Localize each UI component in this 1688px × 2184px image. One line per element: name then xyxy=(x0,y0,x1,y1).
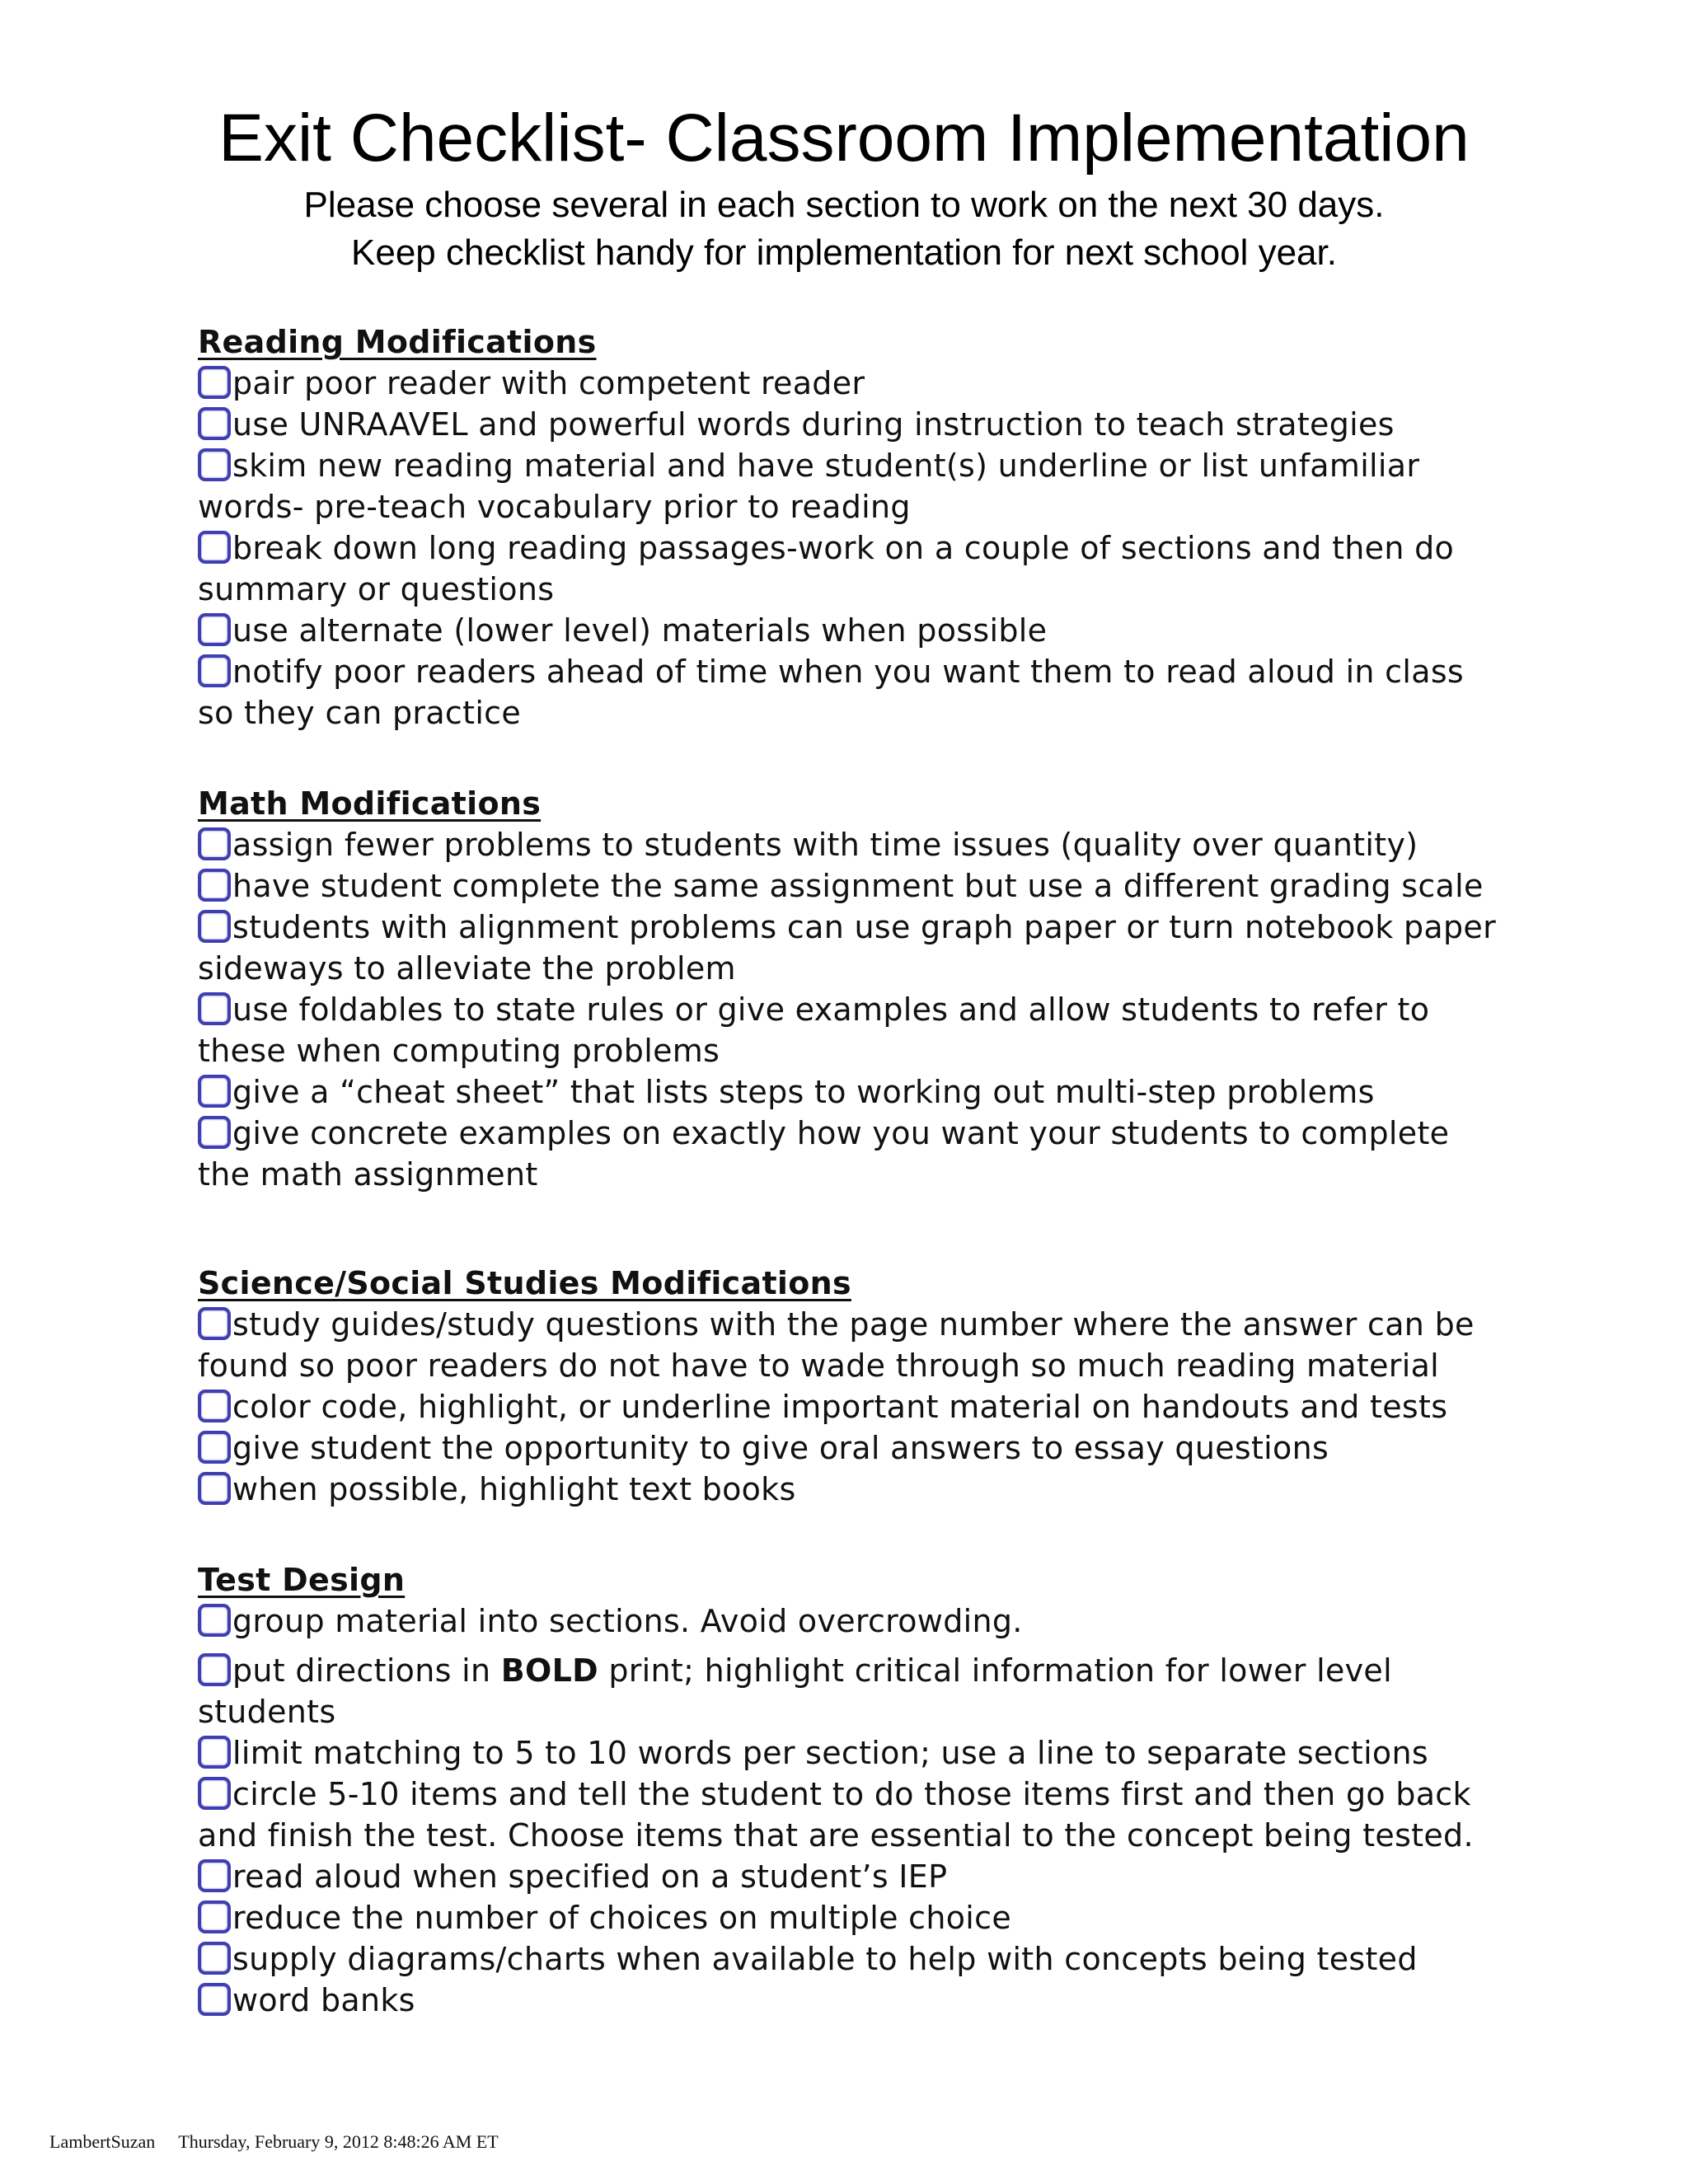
checkbox[interactable] xyxy=(198,1942,231,1975)
checkbox[interactable] xyxy=(198,1900,231,1933)
checkbox[interactable] xyxy=(198,992,231,1025)
checklist-item xyxy=(198,527,1508,610)
item-text: supply diagrams/charts when available to help with concepts being tested xyxy=(232,1941,1418,1977)
checklist-item xyxy=(198,865,1508,907)
item-text: when possible, highlight text books xyxy=(232,1471,796,1507)
checklist-item xyxy=(198,1980,1508,2021)
checkbox[interactable] xyxy=(198,1116,231,1149)
checklist-item xyxy=(198,1386,1508,1427)
checklist-item xyxy=(198,1650,1508,1732)
checkbox[interactable] xyxy=(198,827,231,860)
section-test-design xyxy=(198,1559,1508,2021)
section-science-social-studies-modifications xyxy=(198,1263,1508,1510)
checkbox[interactable] xyxy=(198,407,231,440)
item-text: skim new reading material and have student(s) underline or list unfamiliar words- pre-teach vocabulary prior to reading xyxy=(198,448,1420,525)
checklist-item xyxy=(198,907,1508,989)
checklist-item xyxy=(198,1732,1508,1774)
subtitle-line-1: Please choose several in each section to work on the next 30 days. xyxy=(303,185,1385,225)
checklist-item xyxy=(198,1071,1508,1113)
item-text: use alternate (lower level) materials when possible xyxy=(232,612,1048,649)
item-text: pair poor reader with competent reader xyxy=(232,365,865,401)
item-text: give student the opportunity to give oral answers to essay questions xyxy=(232,1430,1329,1466)
item-text: limit matching to 5 to 10 words per section; use a line to separate sections xyxy=(232,1735,1428,1771)
page-title: Exit Checklist- Classroom Implementation xyxy=(218,101,1470,176)
item-text: color code, highlight, or underline important material on handouts and tests xyxy=(232,1389,1448,1425)
item-text: use UNRAAVEL and powerful words during instruction to teach strategies xyxy=(232,406,1395,443)
item-text: group material into sections. Avoid overcrowding. xyxy=(232,1603,1023,1639)
item-text: circle 5-10 items and tell the student to do those items first and then go back and finish the test. Choose items that are essential to the concept being tested. xyxy=(198,1776,1474,1854)
checkbox[interactable] xyxy=(198,448,231,481)
checkbox[interactable] xyxy=(198,366,231,399)
checkbox[interactable] xyxy=(198,1307,231,1340)
checklist-item xyxy=(198,610,1508,651)
checkbox[interactable] xyxy=(198,1075,231,1108)
item-text: read aloud when specified on a student’s IEP xyxy=(232,1858,948,1895)
checkbox[interactable] xyxy=(198,910,231,943)
item-text: study guides/study questions with the page number where the answer can be found so poor readers do not have to wade through so much reading material xyxy=(198,1306,1475,1384)
checklist-item xyxy=(198,1601,1508,1642)
item-text: break down long reading passages-work on a couple of sections and then do summary or questions xyxy=(198,530,1455,607)
checklist-item xyxy=(198,651,1508,733)
section-heading: Test Design xyxy=(198,1562,406,1598)
checkbox[interactable] xyxy=(198,1777,231,1810)
section-heading: Reading Modifications xyxy=(198,324,597,360)
checkbox[interactable] xyxy=(198,1431,231,1464)
checklist-item xyxy=(198,824,1508,865)
checkbox[interactable] xyxy=(198,1604,231,1637)
section-heading: Science/Social Studies Modifications xyxy=(198,1265,851,1301)
item-text: use foldables to state rules or give examples and allow students to refer to these when computing problems xyxy=(198,991,1430,1069)
section-math-modifications xyxy=(198,783,1508,1195)
checkbox[interactable] xyxy=(198,531,231,564)
item-text: give a “cheat sheet” that lists steps to working out multi-step problems xyxy=(232,1074,1375,1110)
item-text: assign fewer problems to students with time issues (quality over quantity) xyxy=(232,827,1418,863)
item-text-before-bold: put directions in xyxy=(232,1652,501,1689)
checklist-item xyxy=(198,1897,1508,1938)
checkbox[interactable] xyxy=(198,869,231,902)
checkbox[interactable] xyxy=(198,1390,231,1422)
checkbox[interactable] xyxy=(198,1983,231,2016)
item-text: reduce the number of choices on multiple choice xyxy=(232,1900,1012,1936)
item-text: students with alignment problems can use graph paper or turn notebook paper sideways to alleviate the problem xyxy=(198,909,1497,987)
section-reading-modifications xyxy=(198,321,1508,733)
bold-word: BOLD xyxy=(500,1652,598,1689)
checkbox[interactable] xyxy=(198,613,231,646)
checklist-item xyxy=(198,1856,1508,1897)
checklist-item xyxy=(198,445,1508,527)
checklist-item xyxy=(198,989,1508,1071)
item-text-after-bold: print; highlight critical information for lower level students xyxy=(198,1652,1392,1730)
item-text: have student complete the same assignment but use a different grading scale xyxy=(232,868,1484,904)
checkbox[interactable] xyxy=(198,1653,231,1686)
checklist-item xyxy=(198,1938,1508,1980)
checklist-item xyxy=(198,1304,1508,1386)
footer-timestamp: Thursday, February 9, 2012 8:48:26 AM ET xyxy=(178,2131,499,2152)
checklist-content xyxy=(198,321,1508,2070)
checkbox[interactable] xyxy=(198,654,231,687)
checklist-item xyxy=(198,1774,1508,1856)
checkbox[interactable] xyxy=(198,1859,231,1892)
checklist-item xyxy=(198,1427,1508,1469)
checklist-item xyxy=(198,1113,1508,1195)
item-text: notify poor readers ahead of time when you want them to read aloud in class so they can practice xyxy=(198,654,1465,731)
checkbox[interactable] xyxy=(198,1736,231,1769)
item-text: word banks xyxy=(232,1982,415,2018)
item-text: give concrete examples on exactly how you want your students to complete the math assignment xyxy=(198,1115,1450,1193)
subtitle-line-2: Keep checklist handy for implementation for next school year. xyxy=(351,232,1337,273)
section-heading: Math Modifications xyxy=(198,785,542,822)
checklist-item xyxy=(198,1469,1508,1510)
footer-user: LambertSuzan xyxy=(49,2131,156,2152)
checklist-item xyxy=(198,404,1508,445)
checkbox[interactable] xyxy=(198,1472,231,1505)
checklist-item xyxy=(198,363,1508,404)
print-footer xyxy=(49,2131,522,2153)
